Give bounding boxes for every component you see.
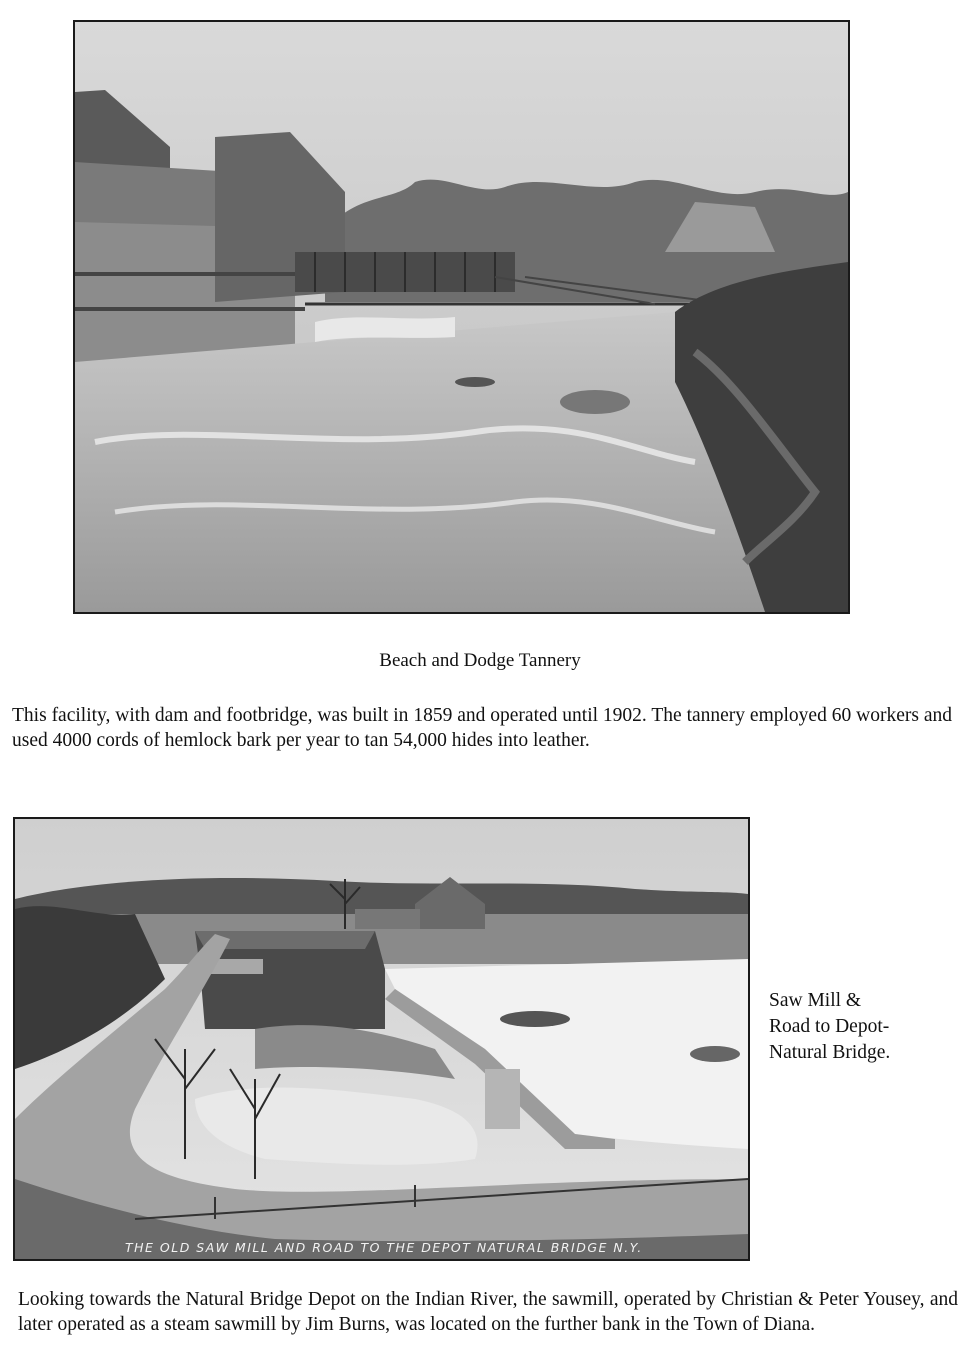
tannery-photo-drawing xyxy=(75,22,848,612)
sawmill-side-caption xyxy=(769,988,969,1066)
sawmill-description: Looking towards the Natural Bridge Depot on the Indian River, the sawmill, operated by Christian & Peter Yousey, and later operated as a steam sawmill by Jim Burns, was located on the further bank in the Town of Diana. xyxy=(18,1289,958,1335)
sawmill-photo-drawing xyxy=(15,819,748,1259)
sawmill-photo xyxy=(13,817,750,1261)
tannery-photo xyxy=(73,20,850,614)
postcard-inscription: THE OLD SAW MILL AND ROAD TO THE DEPOT NATURAL BRIDGE N.Y. xyxy=(125,1240,643,1255)
side-caption-line: Natural Bridge. xyxy=(769,1042,891,1063)
side-caption-line: Saw Mill & xyxy=(769,990,862,1011)
tannery-description: This facility, with dam and footbridge, was built in 1859 and operated until 1902. The tannery employed 60 workers and used 4000 cords of hemlock bark per year to tan 54,000 hides into leather. xyxy=(12,705,952,751)
tannery-caption-title: Beach and Dodge Tannery xyxy=(379,650,581,671)
side-caption-line: Road to Depot- xyxy=(769,1016,890,1037)
